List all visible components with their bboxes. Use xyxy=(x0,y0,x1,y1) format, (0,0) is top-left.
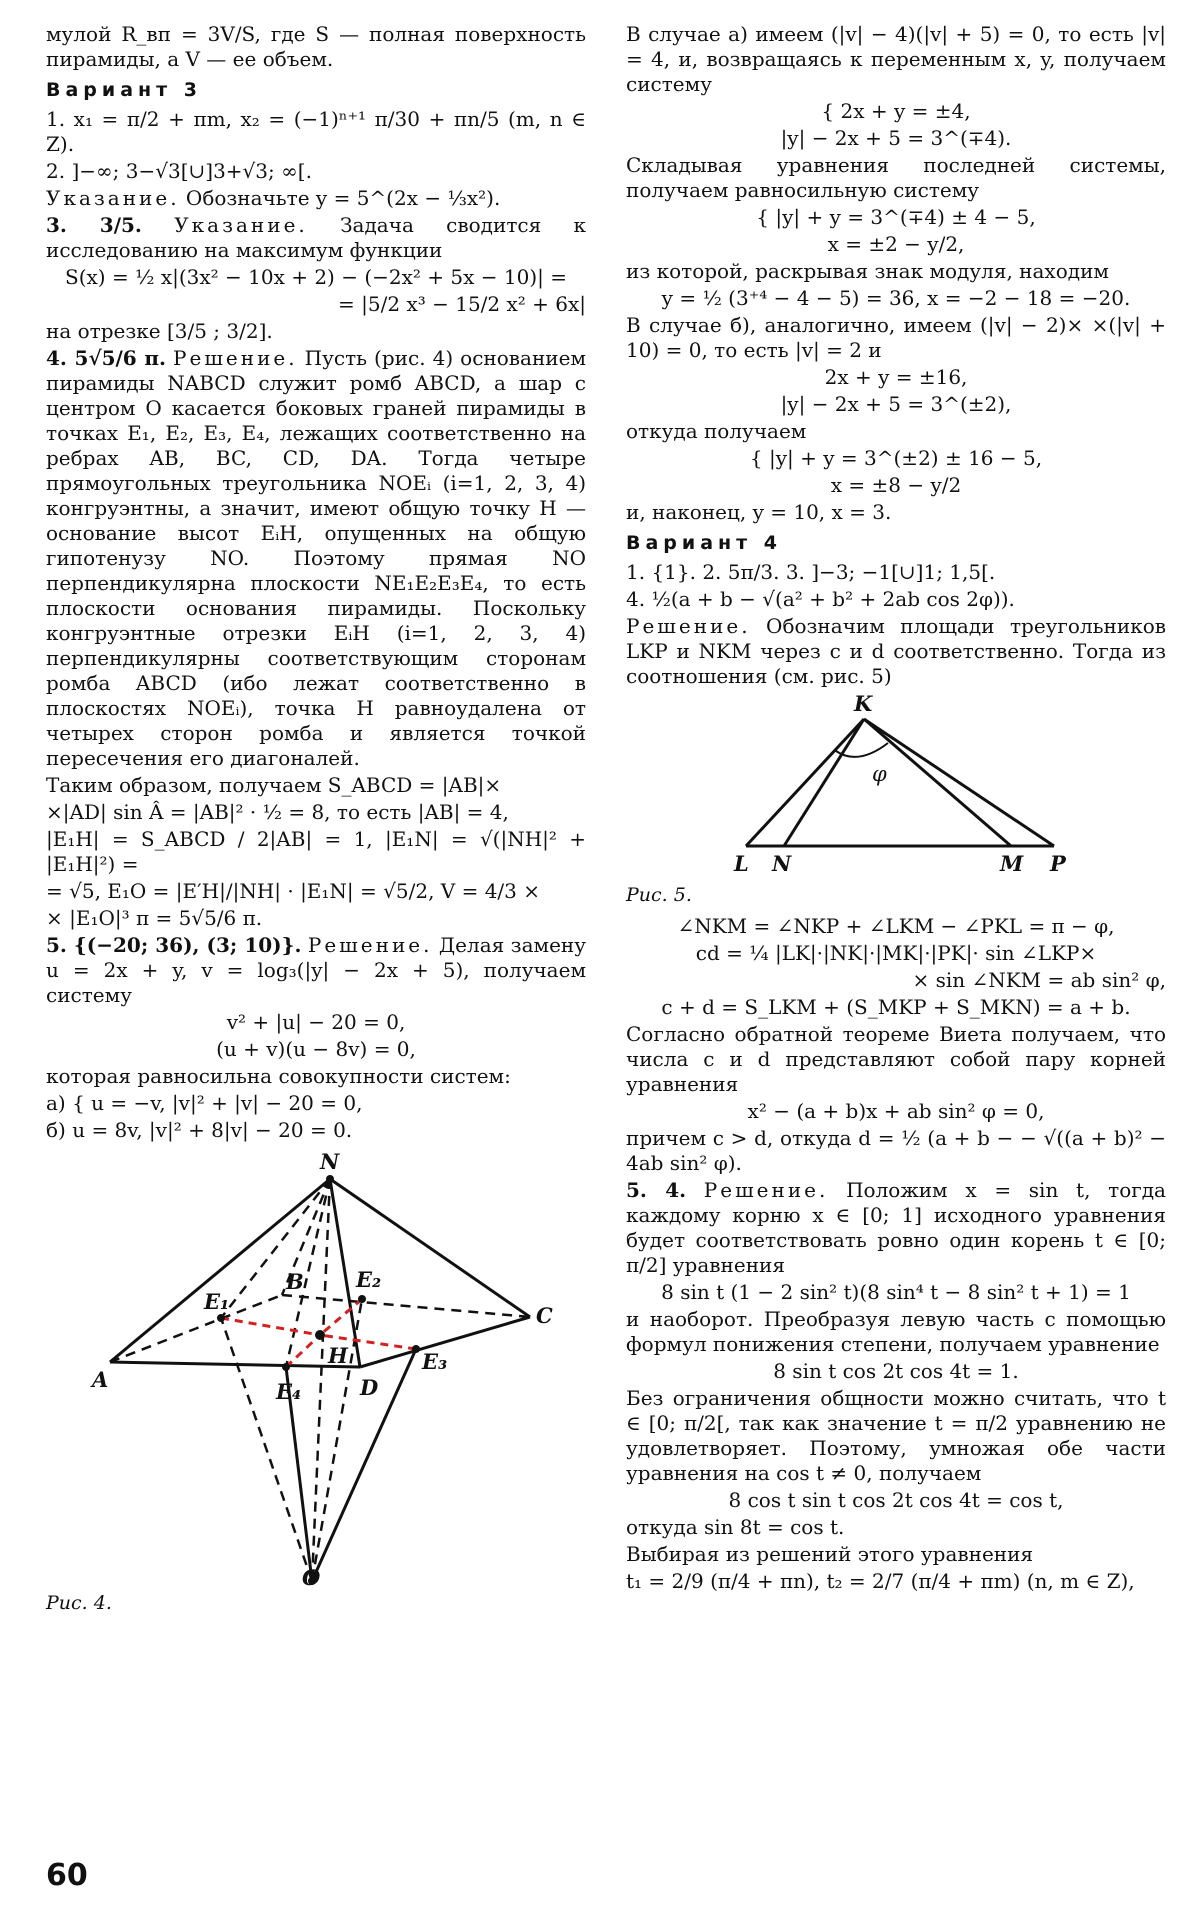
figure-5-triangle xyxy=(626,691,1166,881)
system-a: а) { u = −v, |v|² + |v| − 20 = 0, xyxy=(46,1091,363,1115)
solution-label: Решение. xyxy=(307,933,433,957)
answer-4: 4. ½(a + b − √(a² + b² + 2ab cos 2φ)). xyxy=(626,587,1015,611)
solution-4 xyxy=(626,614,1166,689)
formula: { 2x + y = ±4, xyxy=(821,99,971,123)
label-P: P xyxy=(1050,851,1066,876)
paragraph: Складывая уравнения последней системы, получаем равносильную систему xyxy=(626,153,1166,202)
edge-OE1 xyxy=(221,1318,312,1581)
answer-4-value: 4. 5√5/6 π. xyxy=(46,346,166,370)
formula: |y| − 2x + 5 = 3^(∓4). xyxy=(780,126,1012,150)
formula: v² + |u| − 20 = 0, xyxy=(226,1010,406,1034)
label-E2: E₂ xyxy=(356,1267,382,1292)
point-E3 xyxy=(412,1345,420,1353)
formula: x = ±8 − y/2 xyxy=(830,473,962,497)
answer-4 xyxy=(46,346,586,771)
paragraph: Согласно обратной теореме Виета получаем, что числа c и d представляют собой пару корней уравнения xyxy=(626,1022,1166,1096)
answer-1: 1. x₁ = π/2 + πm, x₂ = (−1)ⁿ⁺¹ π/30 + πn/5 (m, n ∈ Z). xyxy=(46,107,586,156)
label-C: C xyxy=(536,1303,553,1328)
figure-5-caption: Рис. 5. xyxy=(626,884,692,906)
paragraph: В случае б), аналогично, имеем (|v| − 2)× ×(|v| + 10) = 0, то есть |v| = 2 и xyxy=(626,313,1166,362)
formula: c + d = S_LKM + (S_MKP + S_MKN) = a + b. xyxy=(661,995,1131,1019)
solution-label: Решение. xyxy=(703,1178,829,1202)
hint-label: Указание. xyxy=(46,186,180,210)
label-B: B xyxy=(286,1269,304,1294)
formula: x = ±2 − y/2, xyxy=(827,232,965,256)
formula: ∠NKM = ∠NKP + ∠LKM − ∠PKL = π − φ, xyxy=(677,914,1115,938)
solution-label: Решение. xyxy=(626,614,751,638)
formula: × sin ∠NKM = ab sin² φ, xyxy=(912,968,1166,992)
formula: ×|AD| sin Â = |AB|² · ½ = 8, то есть |AB| = 4, xyxy=(46,800,509,824)
point-E1 xyxy=(217,1314,225,1322)
paragraph: В случае а) имеем (|v| − 4)(|v| + 5) = 0, то есть |v| = 4, и, возвращаясь к переменным x, y, получаем систему xyxy=(626,22,1166,96)
paragraph: откуда получаем xyxy=(626,419,807,443)
solution-text: Делая замену u = 2x + y, v = log₃(|y| − 2x + 5), получаем систему xyxy=(46,933,586,1007)
answer-5 xyxy=(46,933,586,1008)
answer-5-value: 5. {(−20; 36), (3; 10)}. xyxy=(46,933,302,957)
variant-4-heading: Вариант 4 xyxy=(626,532,783,554)
paragraph: Выбирая из решений этого уравнения xyxy=(626,1542,1034,1566)
formula: × |E₁O|³ π = 5√5/6 π. xyxy=(46,906,263,930)
formula: Таким образом, получаем S_ABCD = |AB|× xyxy=(46,773,502,797)
formula: t₁ = 2/9 (π/4 + πn), t₂ = 2/7 (π/4 + πm) (n, m ∈ Z), xyxy=(626,1569,1135,1593)
answer-3-number: 3. 3/5. xyxy=(46,213,142,237)
page-number: 60 xyxy=(46,1858,88,1893)
point-N xyxy=(326,1175,334,1183)
formula: = |5/2 x³ − 15/2 x² + 6x| xyxy=(338,292,586,316)
figure-4-pyramid xyxy=(46,1149,586,1589)
solution-label: Решение. xyxy=(173,346,298,370)
formula: x² − (a + b)x + ab sin² φ = 0, xyxy=(747,1099,1045,1123)
answer-5 xyxy=(626,1178,1166,1278)
variant-3-heading: Вариант 3 xyxy=(46,79,203,101)
formula: = √5, E₁O = |E′H|/|NH| · |E₁N| = √5/2, V = 4/3 × xyxy=(46,879,541,903)
answers-1-3: 1. {1}. 2. 5π/3. 3. ]−3; −1[∪]1; 1,5[. xyxy=(626,560,996,584)
formula: cd = ¼ |LK|·|NK|·|MK|·|PK|· sin ∠LKP× xyxy=(695,941,1097,965)
side-KP xyxy=(864,719,1054,846)
solution-text: Положим x = sin t, тогда каждому корню x ∈ [0; 1] исходного уравнения будет соответствовать ровно один корень t ∈ [0; π/2] уравнения xyxy=(626,1178,1166,1277)
label-E4: E₄ xyxy=(276,1379,302,1404)
label-O: O xyxy=(302,1565,321,1589)
label-K: K xyxy=(854,691,873,716)
segment-E1H xyxy=(221,1318,320,1335)
label-E1: E₁ xyxy=(204,1289,230,1314)
label-E3: E₃ xyxy=(422,1349,448,1374)
formula: y = ½ (3⁺⁴ − 4 − 5) = 36, x = −2 − 18 = −20. xyxy=(661,286,1131,310)
hint-label: Указание. xyxy=(174,213,308,237)
label-N: N xyxy=(320,1149,340,1174)
right-column xyxy=(626,22,1166,1596)
edge-BC xyxy=(282,1295,530,1317)
formula: 2x + y = ±16, xyxy=(824,365,968,389)
formula: |E₁H| = S_ABCD / 2|AB| = 1, |E₁N| = √(|NH|² + |E₁H|²) = xyxy=(46,827,586,876)
label-N: N xyxy=(772,851,792,876)
side-KL xyxy=(746,719,864,846)
formula: { |y| + y = 3^(±2) ± 16 − 5, xyxy=(749,446,1043,470)
paragraph: Без ограничения общности можно считать, что t ∈ [0; π/2[, так как значение t = π/2 уравнению не удовлетворяет. Поэтому, умножая обе части уравнения на cos t ≠ 0, получаем xyxy=(626,1386,1166,1485)
solution-text: Пусть (рис. 4) основанием пирамиды NABCD служит ромб ABCD, а шар с центром O касается боковых граней пирамиды в точках E₁, E₂, E₃, E₄, лежащих соответственно на ребрах AB, BC, CD, DA. Тогда четыре прямоугольных треугольника NOEᵢ (i=1, 2, 3, 4) конгруэнтны, а значит, имеют общую точку H — основание высот EᵢH, опущенных на общую гипотенузу NO. Поэтому прямая NO перпендикулярна плоскости NE₁E₂E₃E₄, то есть плоскости основания пирамиды. Поскольку конгруэнтные отрезки EᵢH (i=1, 2, 3, 4) перпендикулярны соответствующим сторонам ромба ABCD (ибо лежат соответственно в плоскостях NOEᵢ), точка H равноудалена от четырех сторон ромба и является точкой пересечения его диагоналей. xyxy=(46,346,587,770)
edge-NO xyxy=(312,1179,330,1581)
paragraph: откуда sin 8t = cos t. xyxy=(626,1515,845,1539)
point-H xyxy=(315,1330,325,1340)
paragraph: мулой R_вп = 3V/S, где S — полная поверхность пирамиды, а V — ее объем. xyxy=(46,22,586,71)
left-column xyxy=(46,22,586,1622)
answer-2: 2. ]−∞; 3−√3[∪]3+√3; ∞[. xyxy=(46,159,312,183)
paragraph: и, наконец, y = 10, x = 3. xyxy=(626,500,892,524)
side-KN xyxy=(784,719,864,846)
system-b: б) u = 8v, |v|² + 8|v| − 20 = 0. xyxy=(46,1118,353,1142)
point-E2 xyxy=(358,1295,366,1303)
label-D: D xyxy=(360,1375,379,1400)
answer-3 xyxy=(46,213,586,263)
label-M: M xyxy=(1000,851,1024,876)
edge-AB xyxy=(110,1295,282,1362)
label-H: H xyxy=(328,1343,348,1368)
label-phi: φ xyxy=(872,762,887,786)
formula: S(x) = ½ x|(3x² − 10x + 2) − (−2x² + 5x − 10)| = xyxy=(65,265,567,289)
figure-4-caption: Рис. 4. xyxy=(46,1592,112,1614)
hint xyxy=(46,186,586,211)
formula: |y| − 2x + 5 = 3^(±2), xyxy=(780,392,1012,416)
hint-text: Обозначьте y = 5^(2x − ⅓x²). xyxy=(185,186,501,210)
formula: 8 sin t (1 − 2 sin² t)(8 sin⁴ t − 8 sin² t + 1) = 1 xyxy=(661,1280,1131,1304)
formula: 8 cos t sin t cos 2t cos 4t = cos t, xyxy=(728,1488,1064,1512)
answer-3-text: Задача сводится к исследованию на максимум функции xyxy=(46,213,587,262)
paragraph: причем c > d, откуда d = ½ (a + b − − √((a + b)² − 4ab sin² φ). xyxy=(626,1126,1166,1175)
segment-text: на отрезке [3/5 ; 3/2]. xyxy=(46,319,273,343)
label-A: A xyxy=(92,1367,109,1392)
formula: { |y| + y = 3^(∓4) ± 4 − 5, xyxy=(756,205,1036,229)
segment-E4H xyxy=(286,1335,320,1367)
answer-5-value: 5. 4. xyxy=(626,1178,687,1202)
paragraph: которая равносильна совокупности систем: xyxy=(46,1064,511,1088)
formula: 8 sin t cos 2t cos 4t = 1. xyxy=(773,1359,1019,1383)
solution-text: Обозначим площади треугольников LKP и NKM через c и d соответственно. Тогда из соотношения (см. рис. 5) xyxy=(626,614,1167,688)
paragraph: из которой, раскрывая знак модуля, находим xyxy=(626,259,1109,283)
label-L: L xyxy=(734,851,749,876)
formula: (u + v)(u − 8v) = 0, xyxy=(216,1037,416,1061)
point-E4 xyxy=(282,1363,290,1371)
paragraph: и наоборот. Преобразуя левую часть с помощью формул понижения степени, получаем уравнение xyxy=(626,1307,1166,1356)
